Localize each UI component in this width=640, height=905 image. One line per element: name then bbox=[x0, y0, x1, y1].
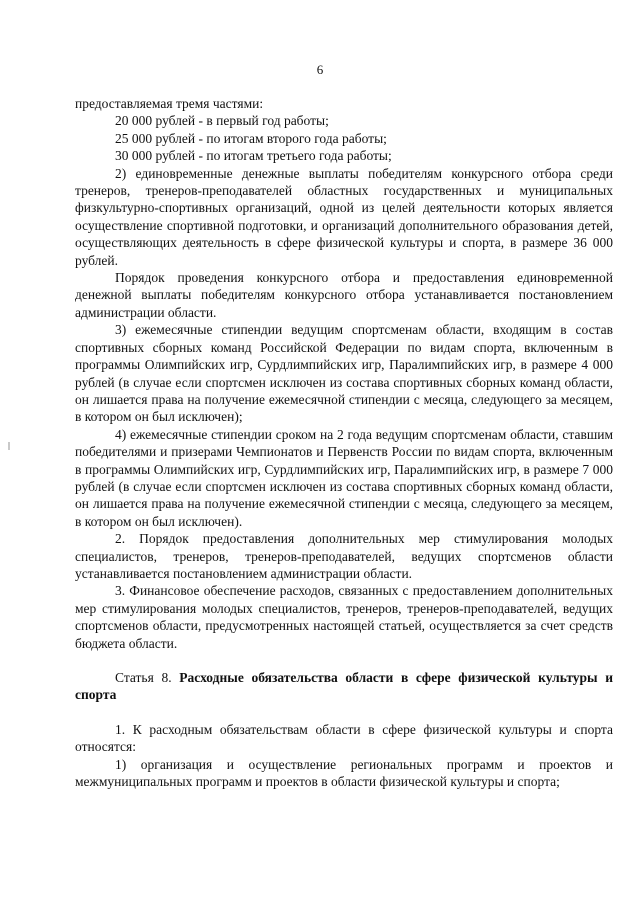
article-label: Статья 8. bbox=[115, 670, 172, 685]
paragraph-selection-procedure: Порядок проведения конкурсного отбора и предоставления единовременной денежной выплаты победителям конкурсного отбора устанавливается постановлением администрации области. bbox=[75, 270, 613, 320]
paragraph-expenditure-obligations: 1. К расходным обязательствам области в сфере физической культуры и спорта относятся: bbox=[75, 721, 613, 755]
margin-mark bbox=[8, 442, 10, 450]
paragraph-two-year-stipend: 4) ежемесячные стипендии сроком на 2 года ведущим спортсменам области, ставшим победителями и призерами Чемпионатов и Первенств России по видам спорта, включенным в программы Олимпийских игр, Сурдлимпийских игр, Паралимпийских игр, в размере 7 000 рублей (в случае если спортсмен исключен из состава спортивных сборных команд области, он лишается права на получение ежемесячной стипендии с месяца, следующего за месяцем, в котором он был исключен). bbox=[75, 426, 613, 529]
page-number: 6 bbox=[316, 62, 324, 77]
spacer bbox=[75, 652, 613, 669]
article-title: Расходные обязательства области в сфере физической культуры и спорта bbox=[75, 670, 614, 703]
paragraph-monthly-stipend: 3) ежемесячные стипендии ведущим спортсменам области, входящим в состав спортивных сборных команд Российской Федерации по видам спорта, включенным в программы Олимпийских игр, Сурдлимпийских игр, Паралимпийских игр, в размере 4 000 рублей (в случае если спортсмен исключен из состава спортивных сборных команд области, он лишается права на получение ежемесячной стипендии с месяца, следующего за месяцем, в котором он был исключен); bbox=[75, 322, 613, 425]
document-body bbox=[75, 95, 613, 790]
paragraph-one-time-payments: 2) единовременные денежные выплаты победителям конкурсного отбора среди тренеров, тренеров-преподавателей областных государственных и муниципальных физкультурно-спортивных организаций, одной из целей деятельности которых является осуществление спортивной подготовки, и организаций дополнительного образования детей, осуществляющих деятельность в сфере физической культуры и спорта, в размере 36 000 рублей. bbox=[75, 165, 613, 268]
spacer bbox=[75, 704, 613, 721]
paragraph-first-year: 20 000 рублей - в первый год работы; bbox=[115, 113, 329, 129]
paragraph-financing: 3. Финансовое обеспечение расходов, связанных с предоставлением дополнительных мер стимулирования молодых специалистов, тренеров, тренеров-преподавателей, ведущих спортсменов области, предусмотренных настоящей статьей, осуществляется за счет средств бюджета области. bbox=[75, 583, 613, 651]
paragraph-second-year: 25 000 рублей - по итогам второго года работы; bbox=[115, 130, 387, 146]
paragraph-third-year: 30 000 рублей - по итогам третьего года работы; bbox=[115, 148, 392, 164]
paragraph-incentive-procedure: 2. Порядок предоставления дополнительных мер стимулирования молодых специалистов, тренеров, тренеров-преподавателей, ведущих спортсменов области устанавливается постановлением администрации области. bbox=[75, 531, 613, 581]
article-heading bbox=[75, 669, 613, 704]
paragraph-regional-programs: 1) организация и осуществление региональных программ и проектов и межмуниципальных программ и проектов в области физической культуры и спорта; bbox=[75, 756, 613, 790]
paragraph-intro: предоставляемая тремя частями: bbox=[75, 96, 264, 111]
